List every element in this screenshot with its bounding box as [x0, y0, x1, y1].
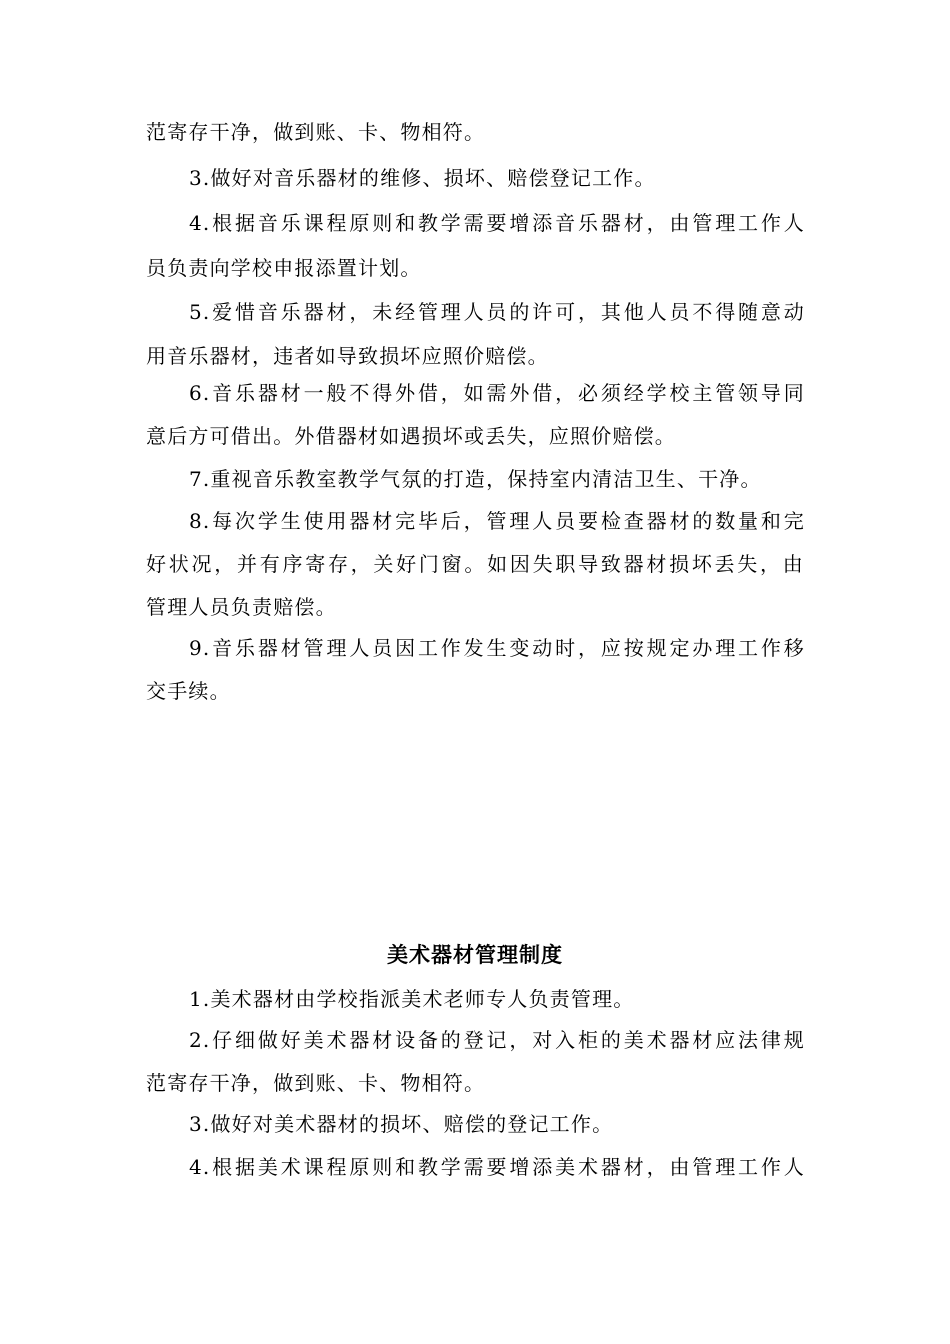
music-item-9: 9.音乐器材管理人员因工作发生变动时，应按规定办理工作移 — [189, 636, 805, 660]
music-item-7: 7.重视音乐教室教学气氛的打造，保持室内清洁卫生、干净。 — [189, 467, 762, 491]
music-item-8-cont-2: 管理人员负责赔偿。 — [146, 595, 337, 619]
music-item-5: 5.爱惜音乐器材，未经管理人员的许可，其他人员不得随意动 — [189, 300, 805, 324]
art-item-4: 4.根据美术课程原则和教学需要增添美术器材，由管理工作人 — [189, 1155, 805, 1179]
art-item-2: 2.仔细做好美术器材设备的登记，对入柜的美术器材应法律规 — [189, 1028, 805, 1052]
art-item-1: 1.美术器材由学校指派美术老师专人负责管理。 — [189, 987, 635, 1011]
music-item-3: 3.做好对音乐器材的维修、损坏、赔偿登记工作。 — [189, 166, 656, 190]
art-section-title: 美术器材管理制度 — [387, 943, 563, 967]
music-item-4-cont: 员负责向学校申报添置计划。 — [146, 256, 422, 280]
music-item-6-cont: 意后方可借出。外借器材如遇损坏或丢失，应照价赔偿。 — [146, 424, 676, 448]
music-item-8-cont-1: 好状况，并有序寄存，关好门窗。如因失职导致器材损坏丢失，由 — [146, 552, 804, 576]
art-item-2-cont: 范寄存干净，做到账、卡、物相符。 — [146, 1071, 486, 1095]
music-item-9-cont: 交手续。 — [146, 679, 231, 703]
art-item-3: 3.做好对美术器材的损坏、赔偿的登记工作。 — [189, 1112, 614, 1136]
music-line-1: 范寄存干净，做到账、卡、物相符。 — [146, 120, 486, 144]
music-item-4: 4.根据音乐课程原则和教学需要增添音乐器材，由管理工作人 — [189, 211, 805, 235]
music-item-6: 6.音乐器材一般不得外借，如需外借，必须经学校主管领导同 — [189, 381, 805, 405]
music-item-5-cont: 用音乐器材，违者如导致损坏应照价赔偿。 — [146, 344, 549, 368]
music-item-8: 8.每次学生使用器材完毕后，管理人员要检查器材的数量和完 — [189, 509, 805, 533]
